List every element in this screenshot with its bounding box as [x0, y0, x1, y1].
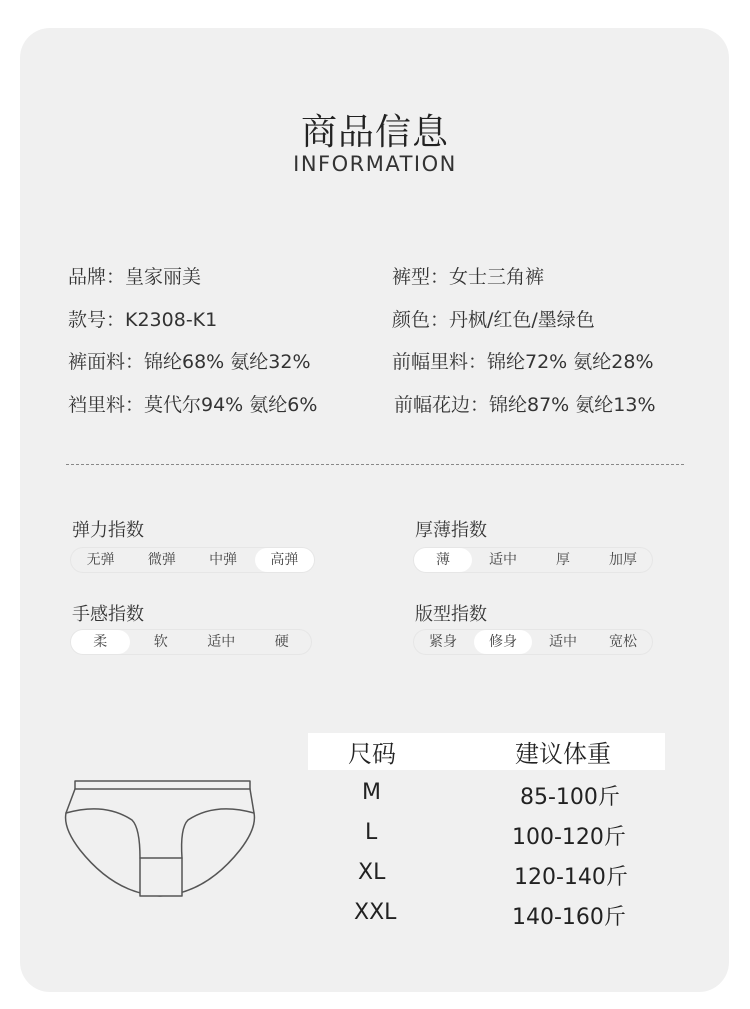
fabric-info: 裤面料：锦纶68% 氨纶32% [68, 351, 311, 373]
feel-option[interactable]: 软 [153, 634, 168, 650]
page-title: 商品信息 [300, 112, 449, 153]
front-lace-info: 前幅花边：锦纶87% 氨纶13% [394, 394, 656, 416]
fit-title: 版型指数 [415, 604, 487, 625]
fit-scale [413, 629, 653, 655]
elasticity-option[interactable]: 无弹 [86, 552, 115, 568]
color-info: 颜色：丹枫/红色/墨绿色 [392, 309, 595, 331]
page-subtitle: INFORMATION [293, 152, 457, 176]
thickness-option[interactable]: 厚 [556, 552, 570, 568]
weight-cell: 100-120斤 [512, 825, 626, 850]
elasticity-scale [70, 547, 315, 573]
size-cell: L [365, 820, 378, 845]
elasticity-option[interactable]: 高弹 [255, 548, 314, 572]
thickness-scale [413, 547, 653, 573]
thickness-option[interactable]: 适中 [489, 552, 517, 568]
dashed-divider [66, 464, 684, 465]
size-header: 尺码 [348, 740, 396, 768]
weight-cell: 85-100斤 [520, 785, 620, 810]
weight-header: 建议体重 [515, 740, 611, 768]
front-lining-info: 前幅里料：锦纶72% 氨纶28% [392, 351, 654, 373]
fit-option[interactable]: 紧身 [429, 634, 457, 650]
brand-info: 品牌：皇家丽美 [68, 266, 202, 288]
fit-option[interactable]: 适中 [549, 634, 577, 650]
feel-option[interactable]: 适中 [207, 634, 236, 650]
size-cell: XXL [354, 900, 397, 925]
elasticity-option[interactable]: 微弹 [147, 552, 176, 568]
weight-cell: 120-140斤 [514, 865, 628, 890]
fit-option[interactable]: 修身 [474, 630, 532, 654]
weight-cell: 140-160斤 [512, 905, 626, 930]
model-info: 款号：K2308-K1 [68, 309, 218, 331]
feel-title: 手感指数 [72, 604, 144, 625]
fit-option[interactable]: 宽松 [609, 634, 637, 650]
feel-option[interactable]: 柔 [71, 630, 130, 654]
size-cell: XL [358, 860, 386, 885]
style-info: 裤型：女士三角裤 [392, 266, 545, 288]
crotch-lining-info: 裆里料：莫代尔94% 氨纶6% [68, 394, 318, 416]
size-table-header [308, 733, 665, 770]
feel-option[interactable]: 硬 [274, 634, 289, 650]
brief-illustration [60, 770, 270, 905]
thickness-option[interactable]: 薄 [414, 548, 472, 572]
feel-scale [70, 629, 312, 655]
elasticity-option[interactable]: 中弹 [209, 552, 238, 568]
thickness-title: 厚薄指数 [415, 520, 487, 541]
size-cell: M [362, 780, 381, 805]
elasticity-title: 弹力指数 [72, 520, 144, 541]
thickness-option[interactable]: 加厚 [609, 552, 637, 568]
